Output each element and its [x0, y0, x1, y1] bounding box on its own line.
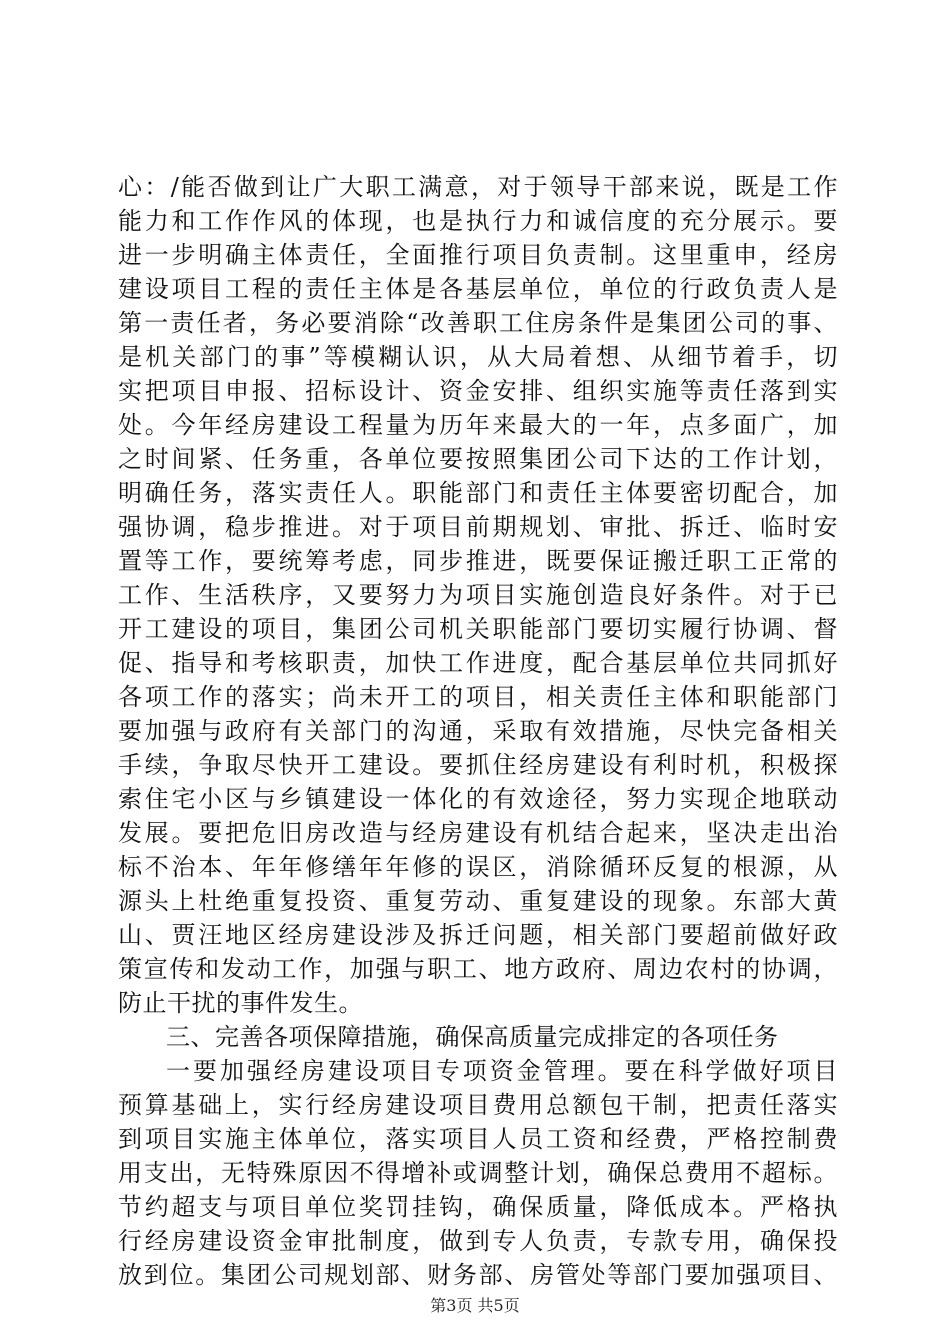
text-line: 标不治本、年年修缮年年修的误区，消除循环反复的根源，从 — [118, 853, 838, 881]
text-line: 用支出，无特殊原因不得增补或调整计划，确保总费用不超标。 — [118, 1159, 838, 1187]
text-line: 策宣传和发动工作，加强与职工、地方政府、周边农村的协调， — [118, 955, 838, 983]
text-line: 强协调，稳步推进。对于项目前期规划、审批、拆迁、临时安 — [118, 513, 838, 541]
text-line: 各项工作的落实；尚未开工的项目，相关责任主体和职能部门 — [118, 683, 838, 711]
text-line: 明确任务，落实责任人。职能部门和责任主体要密切配合，加 — [118, 479, 838, 507]
text-line: 预算基础上，实行经房建设项目费用总额包干制，把责任落实 — [118, 1091, 838, 1119]
text-line: 行经房建设资金审批制度，做到专人负责，专款专用，确保投 — [118, 1227, 838, 1255]
text-line: 源头上杜绝重复投资、重复劳动、重复建设的现象。东部大黄 — [118, 887, 838, 915]
text-line: 放到位。集团公司规划部、财务部、房管处等部门要加强项目、 — [118, 1261, 838, 1289]
text-line: 进一步明确主体责任，全面推行项目负责制。这里重申，经房 — [118, 241, 838, 269]
text-line: 能力和工作作风的体现，也是执行力和诚信度的充分展示。要 — [118, 207, 838, 235]
text-line: 工作、生活秩序，又要努力为项目实施创造良好条件。对于已 — [118, 581, 838, 609]
text-line: 之时间紧、任务重，各单位要按照集团公司下达的工作计划， — [118, 445, 838, 473]
text-line: 建设项目工程的责任主体是各基层单位，单位的行政负责人是 — [118, 275, 838, 303]
text-line: 防止干扰的事件发生。 — [118, 989, 363, 1017]
text-line: 置等工作，要统筹考虑，同步推进，既要保证搬迁职工正常的 — [118, 547, 838, 575]
text-line: 一要加强经房建设项目专项资金管理。要在科学做好项目 — [166, 1057, 838, 1085]
text-line: 心：/能否做到让广大职工满意，对于领导干部来说，既是工作 — [118, 173, 838, 201]
text-line: 手续，争取尽快开工建设。要抓住经房建设有利时机，积极探 — [118, 751, 838, 779]
text-line: 到项目实施主体单位，落实项目人员工资和经费，严格控制费 — [118, 1125, 838, 1153]
text-line: 索住宅小区与乡镇建设一体化的有效途径，努力实现企地联动 — [118, 785, 838, 813]
text-line: 实把项目申报、招标设计、资金安排、组织实施等责任落到实 — [118, 377, 838, 405]
text-line: 要加强与政府有关部门的沟通，采取有效措施，尽快完备相关 — [118, 717, 838, 745]
text-line: 节约超支与项目单位奖罚挂钩，确保质量，降低成本。严格执 — [118, 1193, 838, 1221]
section-heading: 三、完善各项保障措施，确保高质量完成排定的各项任务 — [166, 1023, 779, 1051]
text-line: 发展。要把危旧房改造与经房建设有机结合起来，坚决走出治 — [118, 819, 838, 847]
document-body — [118, 170, 838, 1292]
page-number-footer: 第3页 共5页 — [430, 1296, 520, 1315]
text-line: 处。今年经房建设工程量为历年来最大的一年，点多面广，加 — [118, 411, 838, 439]
text-line: 促、指导和考核职责，加快工作进度，配合基层单位共同抓好 — [118, 649, 838, 677]
text-line: 山、贾汪地区经房建设涉及拆迁问题，相关部门要超前做好政 — [118, 921, 838, 949]
text-line: 是机关部门的事”等模糊认识，从大局着想、从细节着手，切 — [118, 343, 838, 371]
text-line: 第一责任者，务必要消除“改善职工住房条件是集团公司的事、 — [118, 309, 838, 337]
text-line: 开工建设的项目，集团公司机关职能部门要切实履行协调、督 — [118, 615, 838, 643]
